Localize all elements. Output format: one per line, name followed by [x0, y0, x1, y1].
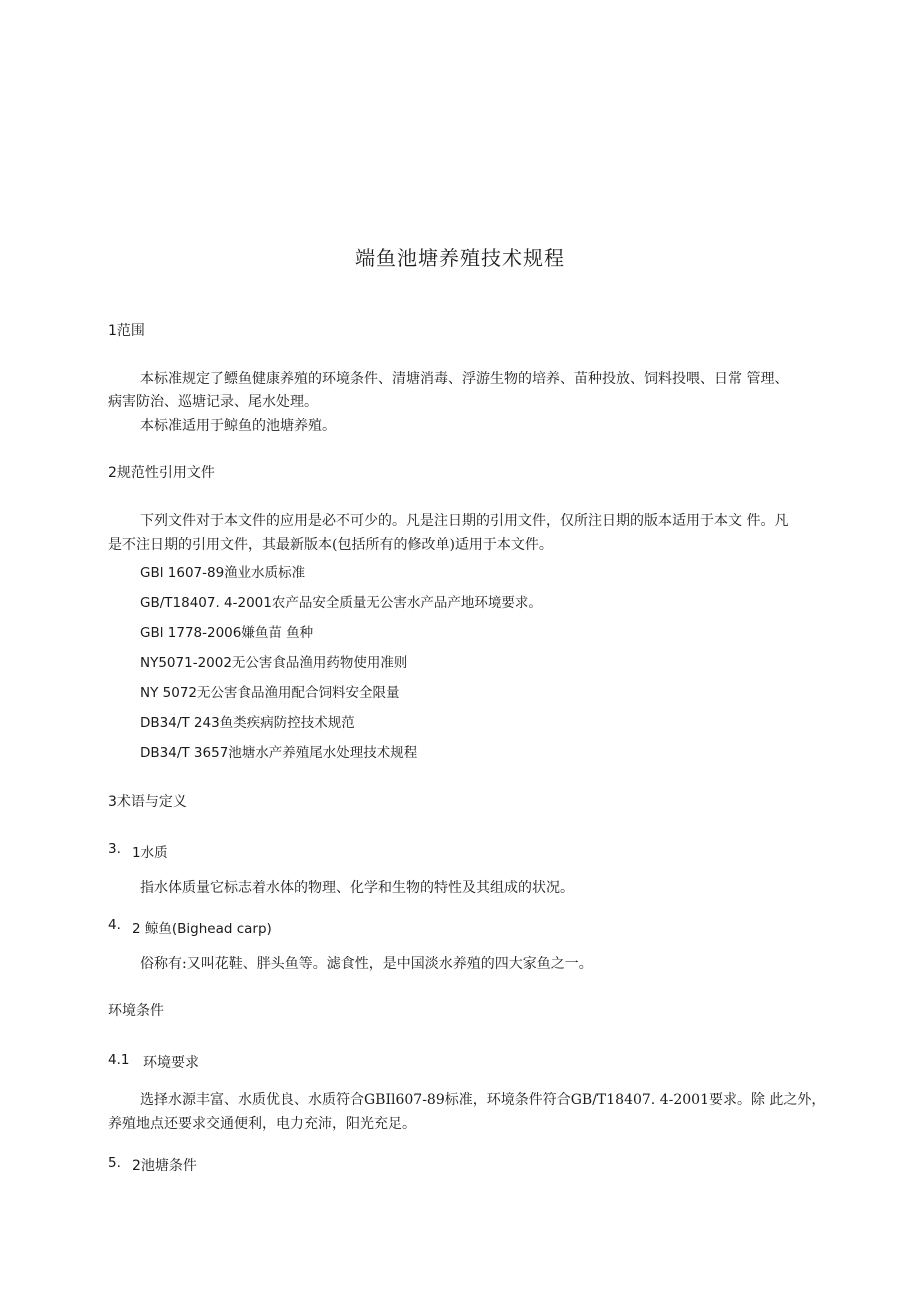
environment-paragraph-line1: 选择水源丰富、水质优良、水质符合GBIl607-89标准，环境条件符合GB/T18407. 4-2001要求。除 此之外， [140, 1092, 826, 1108]
references-intro-line1: 下列文件对于本文件的应用是必不可少的。凡是注日期的引用文件，仅所注日期的版本适用于本文 件。凡 [140, 513, 789, 529]
section-heading-scope: 1范围 [108, 323, 145, 339]
subsection-label-environment-requirements: 环境要求 [143, 1055, 199, 1071]
section-heading-references: 2规范性引用文件 [108, 465, 215, 481]
subsection-number: 4.1 [108, 1052, 130, 1068]
reference-item: GBl 1607-89渔业水质标准 [140, 565, 306, 581]
references-intro-line2: 是不注日期的引用文件，其最新版本(包括所有的修改单)适用于本文件。 [108, 537, 553, 553]
subsection-number: 5. [108, 1155, 121, 1171]
scope-paragraph-line1: 本标准规定了鳔鱼健康养殖的环境条件、清塘消毒、浮游生物的培养、苗种投放、饲料投喂、日常 管理、 [140, 371, 789, 387]
term-number: 4. [108, 917, 121, 933]
reference-item: NY 5072无公害食品渔用配合饲料安全限量 [140, 685, 400, 701]
scope-paragraph-line2: 病害防治、巡塘记录、尾水处理。 [108, 394, 318, 410]
subsection-label-pond-conditions: 2池塘条件 [132, 1158, 197, 1174]
reference-item: DB34/T 3657池塘水产养殖尾水处理技术规程 [140, 745, 418, 761]
term-label-water-quality: 1水质 [132, 845, 168, 861]
term-definition-water-quality: 指水体质量它标志着水体的物理、化学和生物的特性及其组成的状况。 [140, 880, 574, 896]
reference-item: GBl 1778-2006嫌鱼苗 鱼种 [140, 625, 314, 641]
reference-item: GB/T18407. 4-2001农产品安全质量无公害水产品产地环境要求。 [140, 595, 542, 611]
section-heading-terms: 3术语与定义 [108, 794, 187, 810]
term-number: 3. [108, 841, 121, 857]
scope-applicability: 本标准适用于鲸鱼的池塘养殖。 [140, 418, 336, 434]
environment-paragraph-line2: 养殖地点还要求交通便利，电力充沛，阳光充足。 [108, 1116, 416, 1132]
document-title: 端鱼池塘养殖技术规程 [355, 246, 565, 270]
term-label-bighead-carp: 2 鲸鱼(Bighead carp) [132, 921, 272, 937]
reference-item: DB34/T 243鱼类疾病防控技术规范 [140, 715, 355, 731]
reference-item: NY5071-2002无公害食品渔用药物使用准则 [140, 655, 408, 671]
term-definition-bighead-carp: 俗称有:又叫花鞋、胖头鱼等。滤食性，是中国淡水养殖的四大家鱼之一。 [140, 956, 593, 972]
section-heading-environment: 环境条件 [108, 1003, 164, 1019]
